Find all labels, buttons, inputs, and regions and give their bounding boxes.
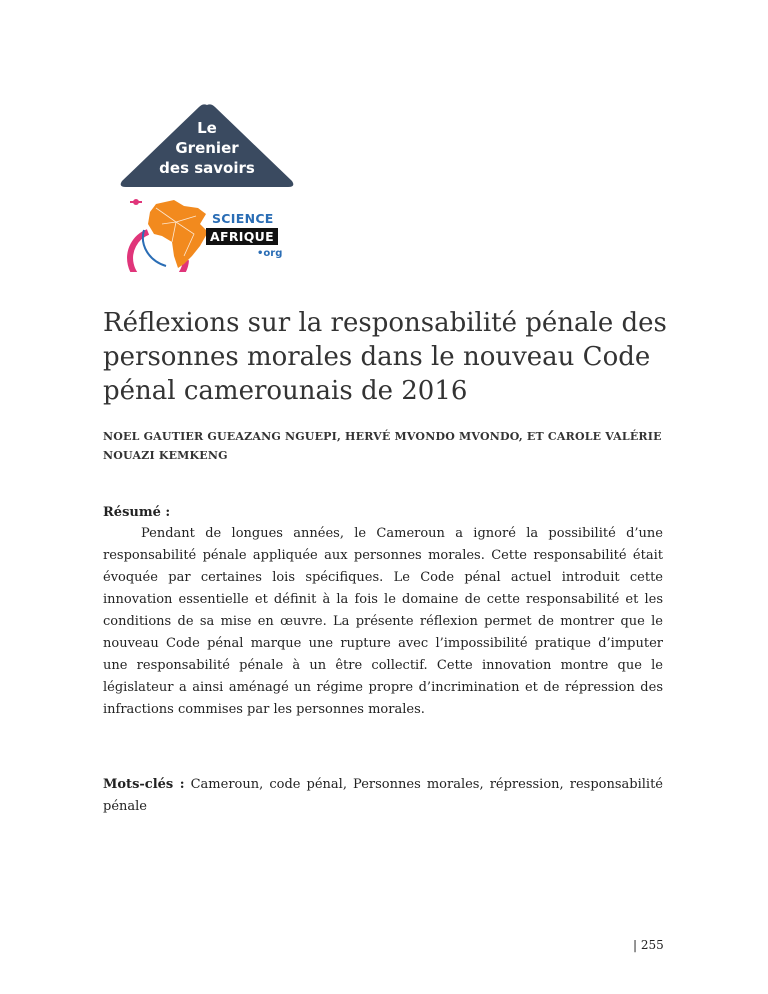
logo-line-2: Grenier: [175, 139, 239, 157]
afrique-label: AFRIQUE: [206, 228, 278, 245]
article-title: Réflexions sur la responsabilité pénale des personnes morales dans le nouveau Code pénal camerounais de 2016: [103, 308, 667, 406]
keywords-text: Cameroun, code pénal, Personnes morales, répression, responsabilité pénale: [103, 777, 663, 814]
abstract-label: Résumé :: [103, 505, 171, 520]
grenier-logo: [118, 103, 296, 189]
keywords: [103, 774, 663, 818]
article-authors: NOEL GAUTIER GUEAZANG NGUEPI, HERVÉ MVONDO MVONDO, ET CAROLE VALÉRIE NOUAZI KEMKENG: [103, 430, 662, 462]
page-number: | 255: [633, 938, 664, 952]
keywords-label: Mots-clés :: [103, 777, 185, 792]
org-label: •org: [257, 248, 283, 259]
logo-line-1: Le: [197, 119, 217, 137]
science-label: SCIENCE: [212, 211, 274, 226]
logo-line-3: des savoirs: [159, 159, 255, 177]
abstract-text: Pendant de longues années, le Cameroun a ignoré la possibilité d’une responsabilité pénale appliquée aux personnes morales. Cette responsabilité était évoquée par certaines lois spécifiques. Le Code pénal actuel introduit cette innovation essentielle et définit à la fois le domaine de cette responsabilité et les conditions de sa mise en œuvre. La présente réflexion permet de montrer que le nouveau Code pénal marque une rupture avec l’impossibilité pratique d’imputer une responsabilité pénale à un être collectif. Cette innovation montre que le législateur a ainsi aménagé un régime propre d’incrimination et de répression des infractions commises par les personnes morales.: [103, 526, 663, 717]
